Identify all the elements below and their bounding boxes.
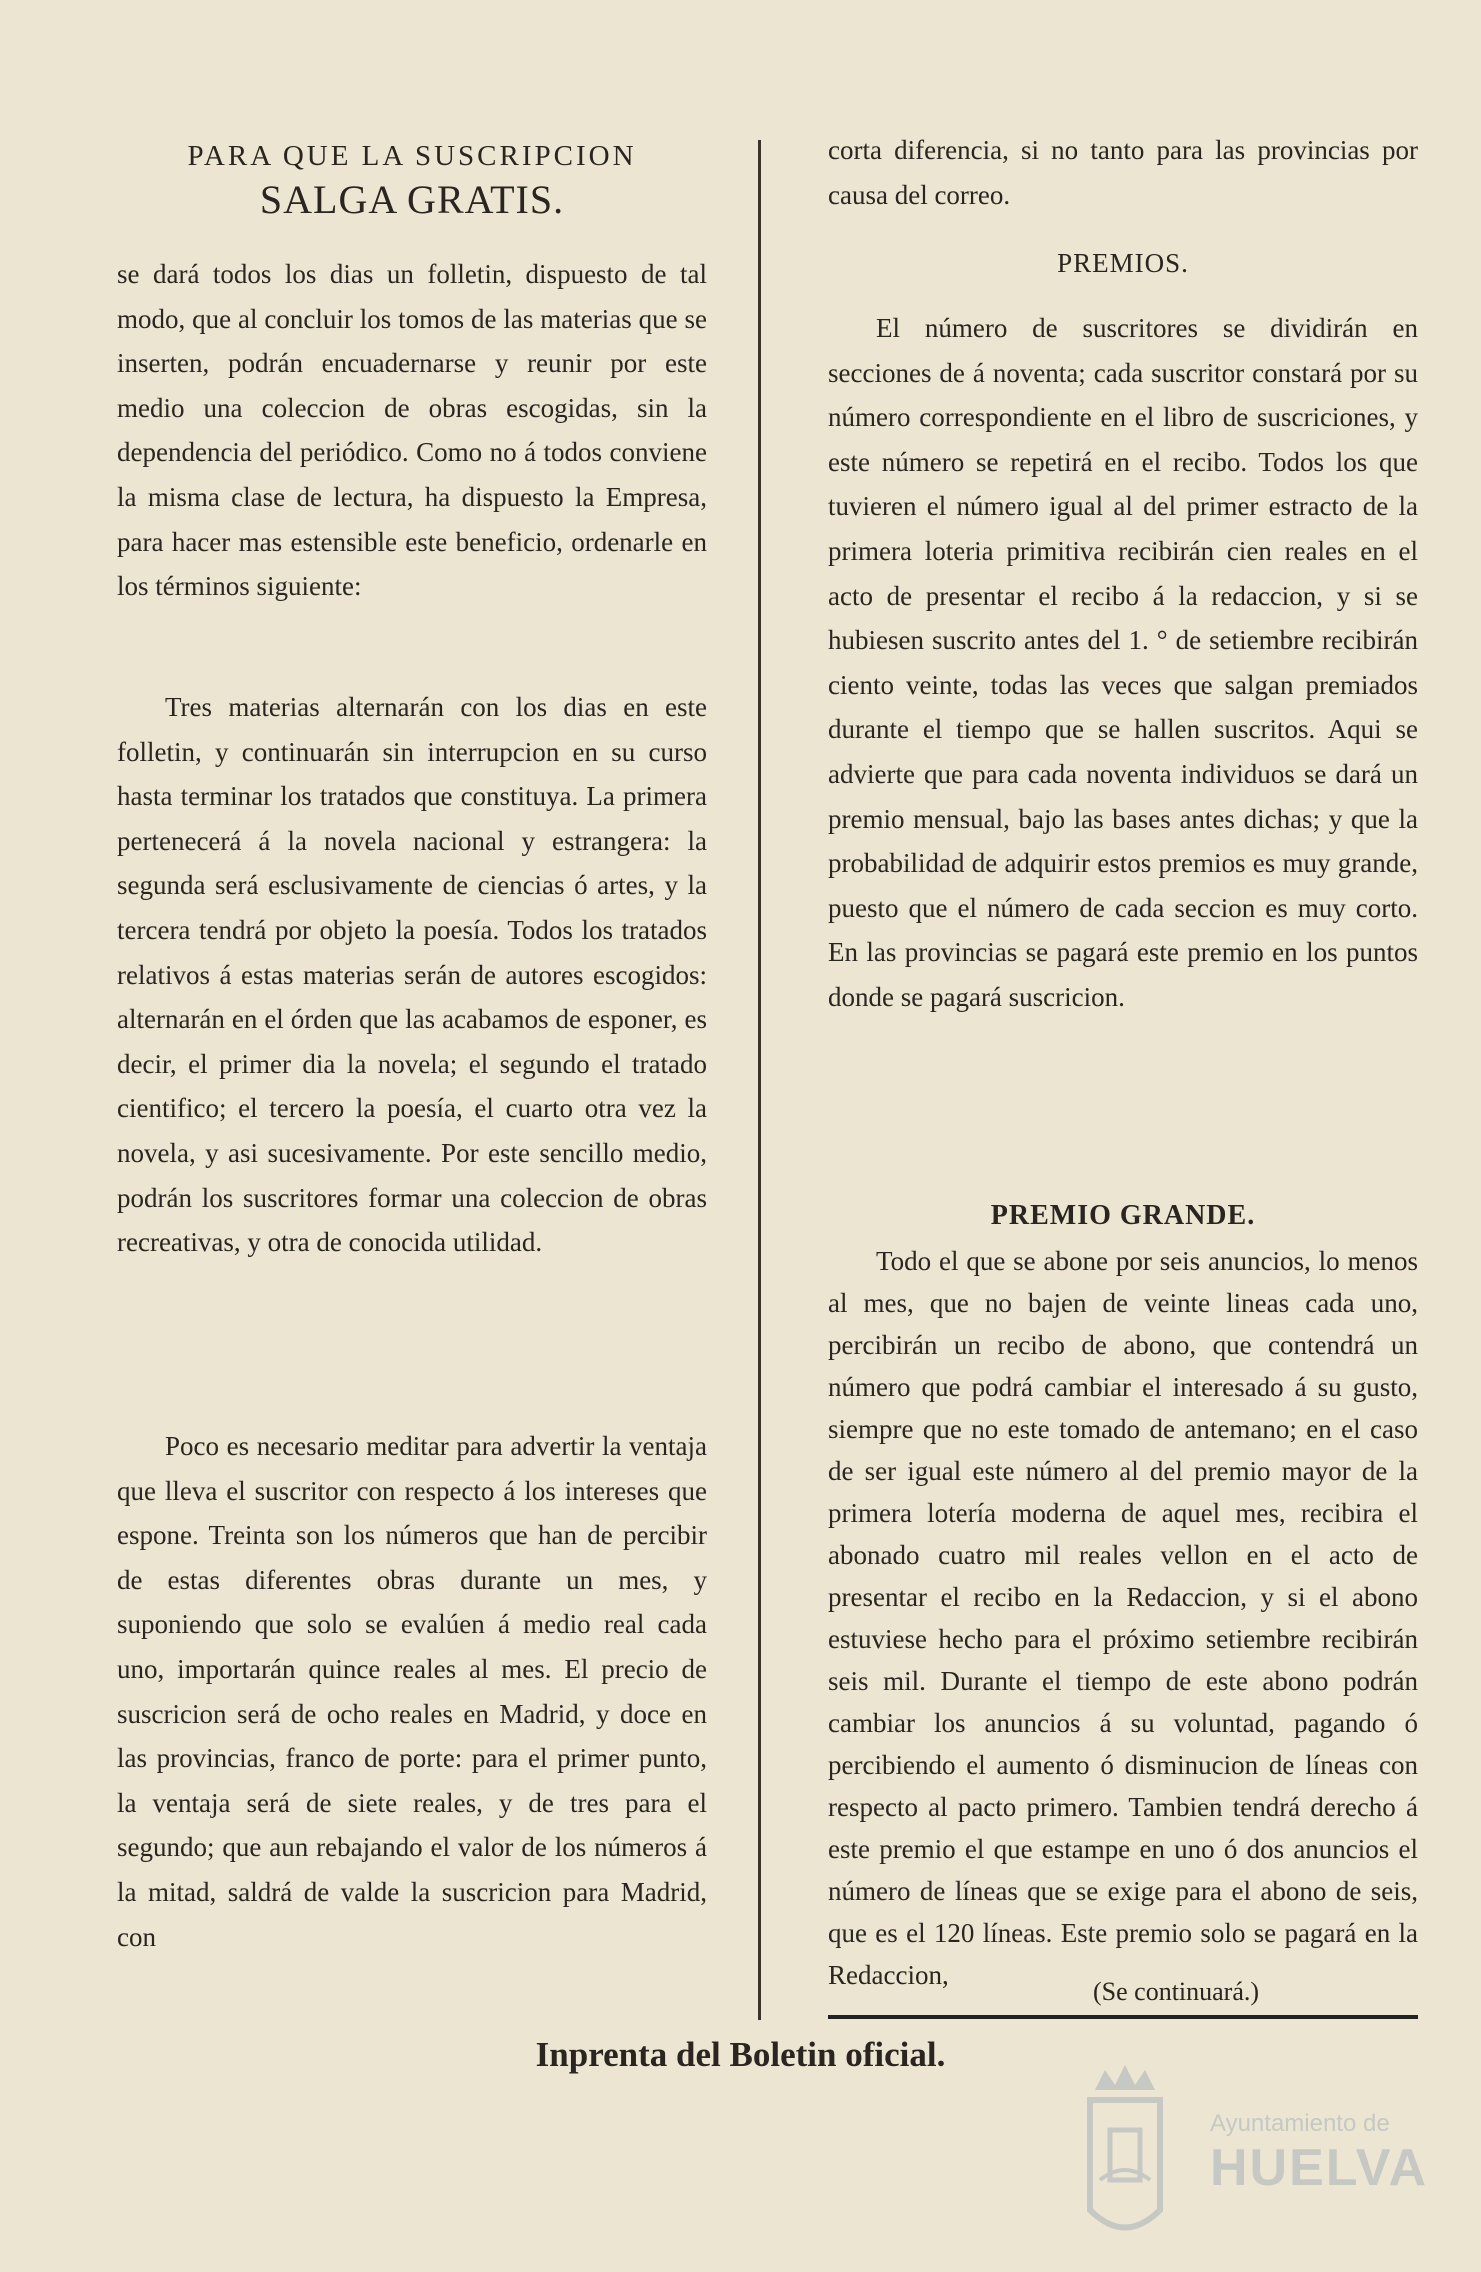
- paragraph-text: Todo el que se abone por seis anuncios, lo menos al mes, que no bajen de veinte lineas cada uno, percibirán un recibo de abono, que contendrá un número que podrá cambiar el interesado á su gusto, siempre que no este tomado de antemano; en el caso de ser igual este número al del premio mayor de la primera lotería moderna de aquel mes, recibira el abonado cuatro mil reales vellon en el acto de presentar el recibo en la Redaccion, y si el abono estuviese hecho para el próximo setiembre recibirán seis mil. Durante el tiempo de este abono podrán cambiar los anuncios á su voluntad, pagando ó percibiendo el aumento ó disminucion de líneas con respecto al pacto primero. Tambien tendrá derecho á este premio el que estampe en uno ó dos anuncios el número de líneas que se exige para el abono de seis, que es el 120 líneas. Este premio solo se pagará en la Redaccion,: [828, 1246, 1418, 1990]
- paragraph-text: Poco es necesario meditar para advertir la ventaja que lleva el suscritor con respecto á los intereses que espone. Treinta son los números que han de percibir de estas diferentes obras durante un mes, y suponiendo que solo se evalúen á medio real cada uno, importarán quince reales al mes. El precio de suscricion será de ocho reales en Madrid, y doce en las provincias, franco de porte: para el primer punto, la ventaja será de siete reales, y de tres para el segundo; que aun rebajando el valor de los números á la mitad, saldrá de valde la suscricion para Madrid, con: [117, 1431, 707, 1952]
- paragraph-text: Tres materias alternarán con los dias en este folletin, y continuarán sin interrupcion en su curso hasta terminar los tratados que constituya. La primera pertenecerá á la novela nacional y estrangera: la segunda será esclusivamente de ciencias ó artes, y la tercera tendrá por objeto la poesía. Todos los tratados relativos á estas materias serán de autores escogidos: alternarán en el órden que las acabamos de esponer, es decir, el primer dia la novela; el segundo el tratado cientifico; el tercero la poesía, el cuarto otra vez la novela, y asi sucesivamente. Por este sencillo medio, podrán los suscritores formar una coleccion de obras recreativas, y otra de conocida utilidad.: [117, 692, 707, 1258]
- section-title: PARA QUE LA SUSCRIPCION: [187, 140, 637, 172]
- imprint-line: Inprenta del Boletin oficial.: [535, 2035, 946, 2074]
- bottom-rule: [828, 2015, 1418, 2019]
- right-paragraph-0: [828, 128, 1418, 217]
- watermark-line1: Ayuntamiento de: [1210, 2110, 1390, 2137]
- left-paragraph-1: [117, 252, 707, 609]
- section-subtitle: SALGA GRATIS.: [259, 177, 565, 222]
- right-paragraph-1: [828, 306, 1418, 1020]
- paragraph-text: se dará todos los dias un folletin, dispuesto de tal modo, que al concluir los tomos de las materias que se inserten, podrán encuadernarse y reunir por este medio una coleccion de obras escogidas, sin la dependencia del periódico. Como no á todos conviene la misma clase de lectura, ha dispuesto la Empresa, para hacer mas estensible este beneficio, ordenarle en los términos siguiente:: [117, 259, 707, 602]
- left-paragraph-2: [117, 685, 707, 1265]
- left-paragraph-3: [117, 1424, 707, 1959]
- archive-watermark: [1070, 2060, 1430, 2260]
- paragraph-text: corta diferencia, si no tanto para las provincias por causa del correo.: [828, 135, 1418, 210]
- continued-note: (Se continuará.): [1093, 1977, 1260, 2006]
- coat-of-arms-icon: [1070, 2060, 1180, 2250]
- column-divider: [758, 140, 761, 2020]
- premio-grande-heading: PREMIO GRANDE.: [990, 1200, 1256, 1231]
- paragraph-text: El número de suscritores se dividirán en secciones de á noventa; cada suscritor constará por su número correspondiente en el libro de suscriciones, y este número se repetirá en el recibo. Todos los que tuvieren el número igual al del primer estracto de la primera loteria primitiva recibirán cien reales en el acto de presentar el recibo á la redaccion, y si se hubiesen suscrito antes del 1. ° de setiembre recibirán ciento veinte, todas las veces que salgan premiados durante el tiempo que se hallen suscritos. Aqui se advierte que para cada noventa individuos se dará un premio mensual, bajo las bases antes dichas; y que la probabilidad de adquirir estos premios es muy grande, puesto que el número de cada seccion es muy corto. En las provincias se pagará este premio en los puntos donde se pagará suscricion.: [828, 313, 1418, 1012]
- watermark-line2: HUELVA: [1210, 2139, 1429, 2197]
- premios-heading: PREMIOS.: [1057, 248, 1189, 278]
- right-paragraph-2: [828, 1240, 1418, 1996]
